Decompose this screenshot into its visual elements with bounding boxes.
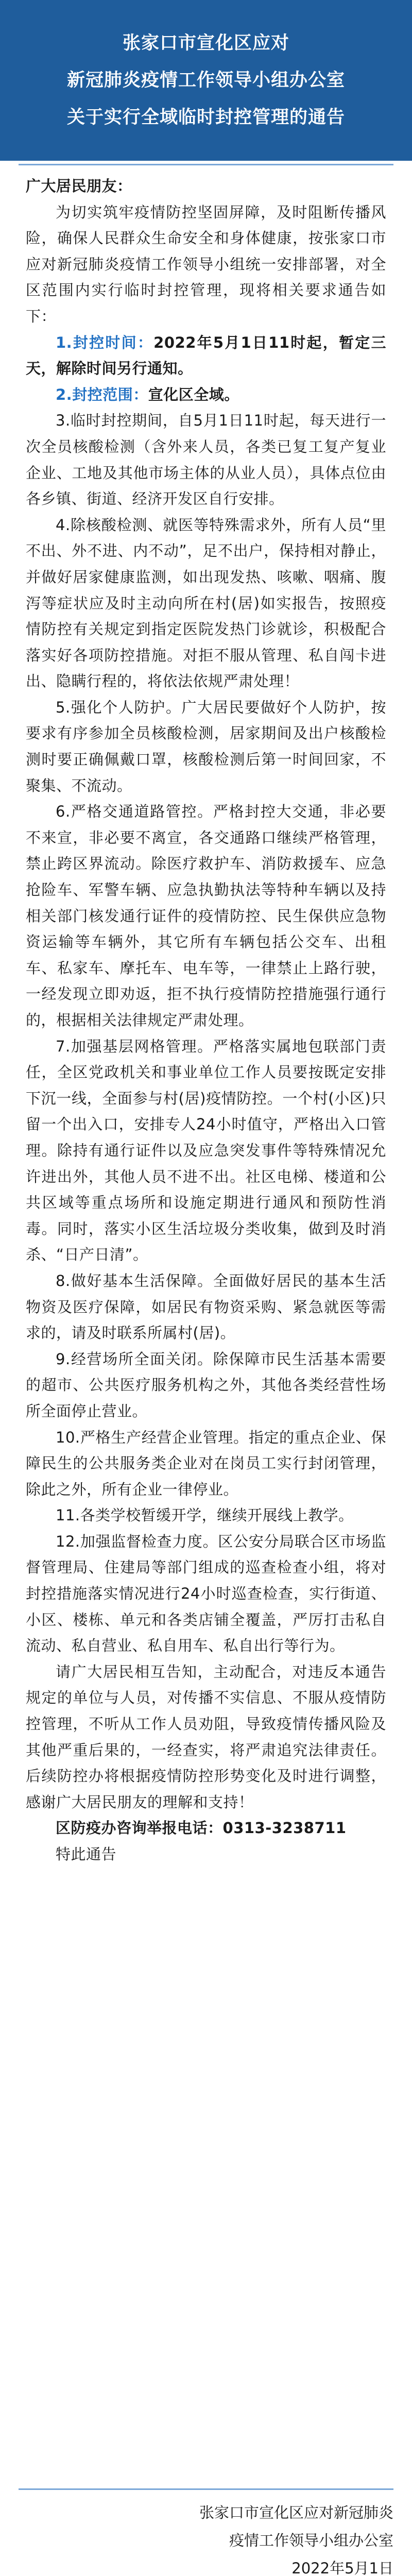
item-9: 9.经营场所全面关闭。除保障市民生活基本需要的超市、公共医疗服务机构之外，其他各类经营性场所全面停止营业。 [26,1350,386,1420]
item-8: 8.做好基本生活保障。全面做好居民的基本生活物资及医疗保障，如居民有物资采购、紧急就医等需求的，请及时联系所属村(居)。 [26,1272,386,1342]
title-banner [0,0,412,161]
hotline-label: 区防疫办咨询举报电话： [56,1819,223,1837]
issuer-line-2: 疫情工作领导小组办公室 [229,2532,393,2549]
notice-body [26,173,386,2481]
signature-block [129,2499,393,2576]
item-3: 3.临时封控期间，自5月1日11时起，每天进行一次全员核酸检测（含外来人员，各类已复工复产复业企业、工地及其他市场主体的从业人员），具体点位由各乡镇、街道、经济开发区自行安排。 [26,412,386,508]
item-12: 12.加强监督检查力度。区公安分局联合区市场监督管理局、住建局等部门组成的巡查检查小组，将对封控措施落实情况进行24小时巡查检查，实行街道、小区、楼栋、单元和各类店铺全覆盖，严厉打击私自流动、私自营业、私自用车、私自出行等行为。 [26,1532,386,1655]
top-divider [19,164,393,165]
special-notice: 特此通告 [56,1845,117,1863]
item-10: 10.严格生产经营企业管理。指定的重点企业、保障民生的公共服务类企业对在岗员工实行封闭管理，除此之外，所有企业一律停业。 [26,1428,386,1498]
title-line-1: 张家口市宣化区应对 [122,33,289,54]
item-7: 7.加强基层网格管理。严格落实属地包联部门责任，全区党政机关和事业单位工作人员要按既定安排下沉一线，全面参与村(居)疫情防控。一个村(小区)只留一个出入口，安排专人24小时值守，严格出入口管理。除持有通行证件以及应急突发事件等特殊情况允许进出外，其他人员不进不出。社区电梯、楼道和公共区域等重点场所和设施定期进行通风和预防性消毒。同时，落实小区生活垃圾分类收集，做到及时消杀、“日产日清”。 [26,1037,386,1264]
item-2 [26,382,386,408]
item-2-label: 2.封控范围： [56,385,148,403]
item-11: 11.各类学校暂缓开学，继续开展线上教学。 [56,1506,354,1524]
hotline [26,1815,386,1841]
item-5: 5.强化个人防护。广大居民要做好个人防护，按要求有序参加全员核酸检测，居家期间及出户核酸检测时要正确佩戴口罩，核酸检测后第一时间回家，不聚集、不流动。 [26,698,386,794]
issuer-line-1: 张家口市宣化区应对新冠肺炎 [199,2504,393,2521]
bottom-divider [19,2488,393,2490]
item-1-text: 2022年5月1日11时起，暂定三天，解除时间另行通知。 [26,333,386,378]
salutation: 广大居民朋友： [26,177,132,195]
hotline-number[interactable]: 0313-3238711 [222,1819,347,1837]
item-1-label: 1.封控时间： [56,333,154,351]
closing-paragraph: 请广大居民相互告知，主动配合，对违反本通告规定的单位与人员，对传播不实信息、不服从疫情防控管理，不听从工作人员劝阻，导致疫情传播风险及其他严重后果的，一经查实，将严肃追究法律责任。后续防控办将根据疫情防控形势变化及时进行调整，感谢广大居民朋友的理解和支持！ [26,1663,386,1811]
item-4: 4.除核酸检测、就医等特殊需求外，所有人员“里不出、外不进、内不动”，足不出户，保持相对静止，并做好居家健康监测，如出现发热、咳嗽、咽痛、腹泻等症状应及时主动向所在村(居)如实报告，按照疫情防控有关规定到指定医院发热门诊就诊，积极配合落实好各项防控措施。对拒不服从管理、私自闯卡进出、隐瞒行程的，将依法依规严肃处理！ [26,516,386,690]
item-1 [26,330,386,382]
issue-date: 2022年5月1日 [291,2560,393,2576]
item-2-text: 宣化区全域。 [148,385,239,403]
intro-paragraph: 为切实筑牢疫情防控坚固屏障，及时阻断传播风险，确保人民群众生命安全和身体健康，按张家口市应对新冠肺炎疫情工作领导小组统一安排部署，对全区范围内实行临时封控管理，现将相关要求通告如下： [26,203,386,325]
title-line-3: 关于实行全域临时封控管理的通告 [66,107,345,128]
item-6: 6.严格交通道路管控。严格封控大交通，非必要不来宣，非必要不离宣，各交通路口继续严格管理，禁止跨区界流动。除医疗救护车、消防救援车、应急抢险车、军警车辆、应急执勤执法等特种车辆以及持相关部门核发通行证件的疫情防控、民生保供应急物资运输等车辆外，其它所有车辆包括公交车、出租车、私家车、摩托车、电车等，一律禁止上路行驶，一经发现立即劝返，拒不执行疫情防控措施强行通行的，根据相关法律规定严肃处理。 [26,803,386,1029]
title-line-2: 新冠肺炎疫情工作领导小组办公室 [66,70,345,91]
